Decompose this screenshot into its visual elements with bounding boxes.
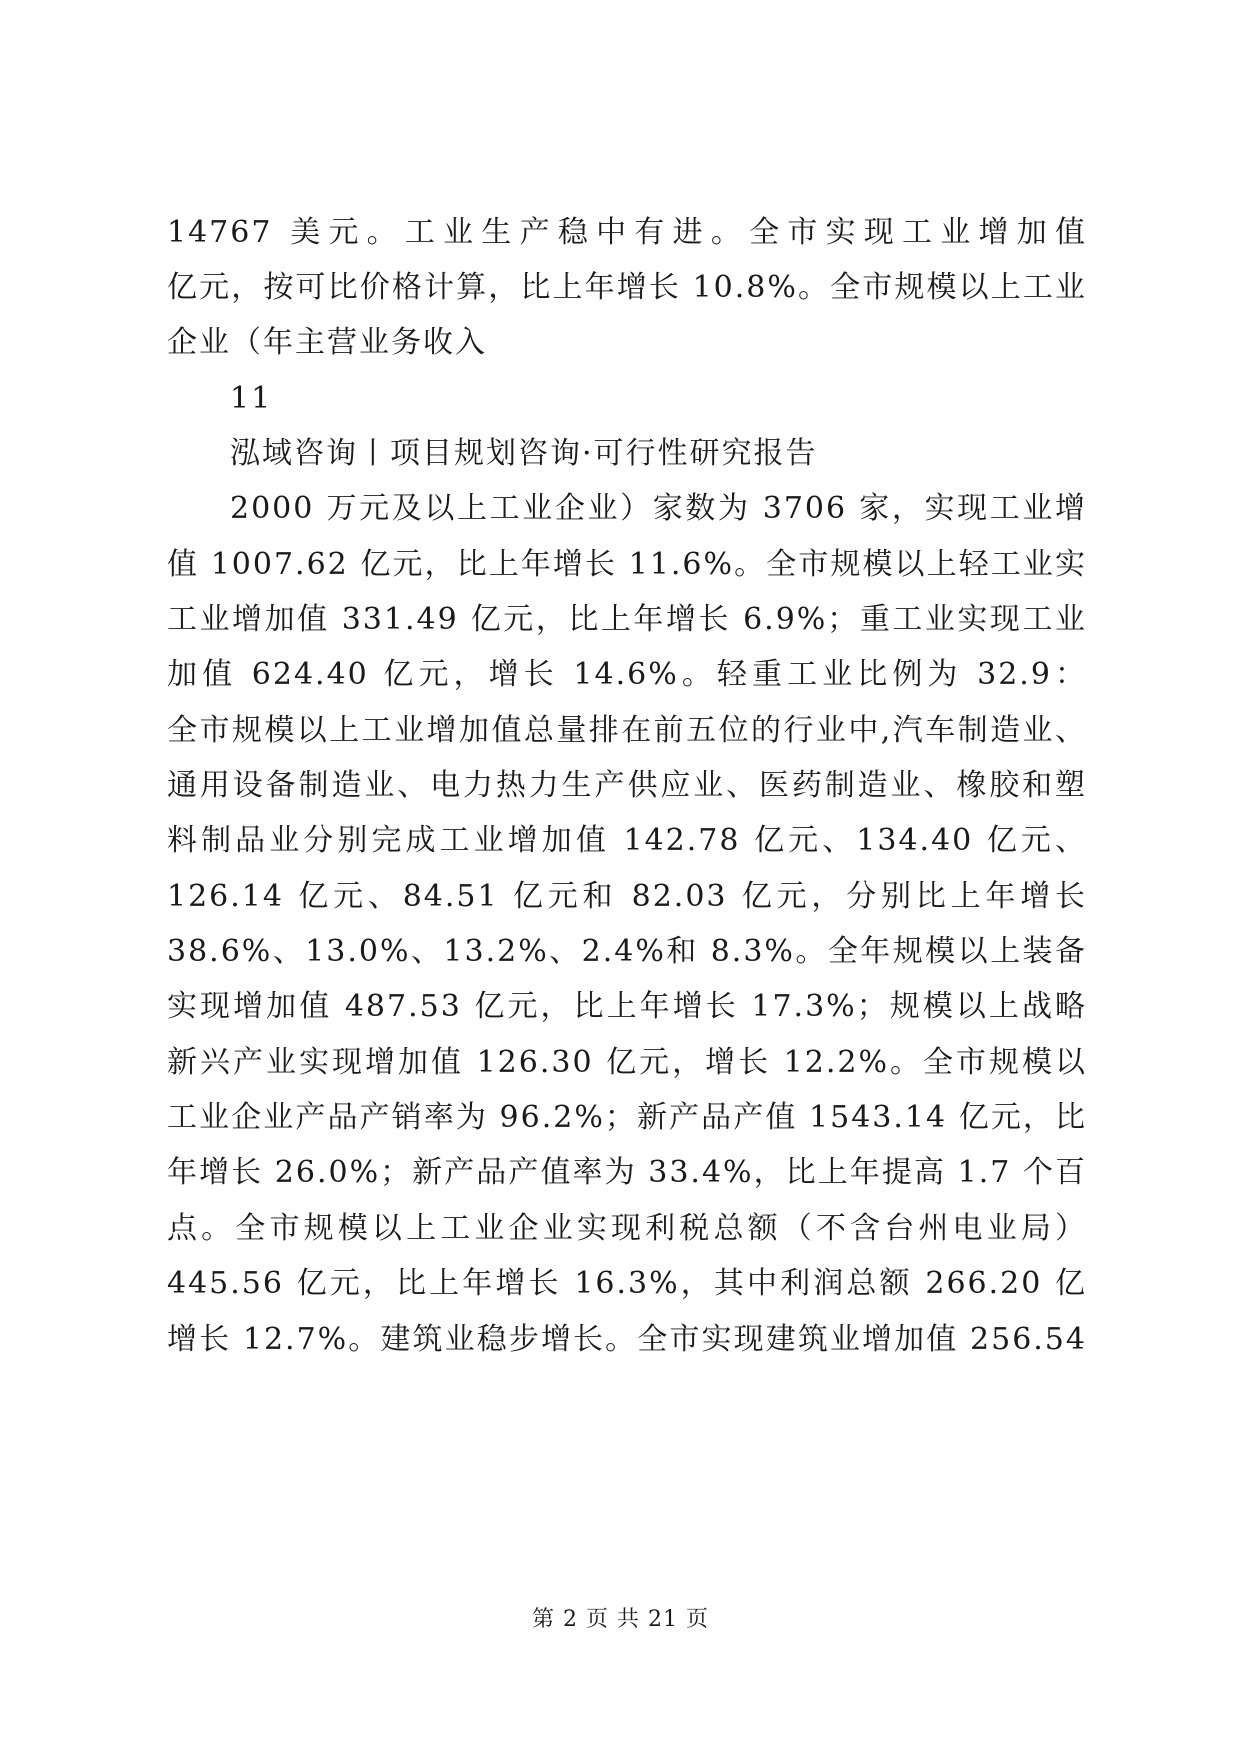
body-line: 加值 624.40 亿元，增长 14.6%。轻重工业比例为 32.9： — [167, 657, 1087, 692]
body-line: 值 1007.62 亿元，比上年增长 11.6%。全市规模以上轻工业实 — [167, 547, 1087, 582]
header-caption: 泓域咨询丨项目规划咨询·可行性研究报告 — [230, 436, 818, 471]
body-line: 38.6%、13.0%、13.2%、2.4%和 8.3%。全年规模以上装备 — [167, 934, 1087, 969]
body-line: 14767 美元。工业生产稳中有进。全市实现工业增加值 — [167, 215, 1087, 250]
body-line: 工业企业产品产销率为 96.2%；新产品产值 1543.14 亿元，比 — [167, 1100, 1087, 1135]
body-line: 445.56 亿元，比上年增长 16.3%，其中利润总额 266.20 亿 — [167, 1266, 1087, 1301]
body-line: 企业（年主营业务收入 — [167, 325, 487, 360]
body-line: 126.14 亿元、84.51 亿元和 82.03 亿元，分别比上年增长 — [167, 879, 1087, 914]
body-line: 年增长 26.0%；新产品产值率为 33.4%，比上年提高 1.7 个百 — [167, 1155, 1087, 1190]
body-line: 工业增加值 331.49 亿元，比上年增长 6.9%；重工业实现工业 — [167, 602, 1087, 637]
body-line: 通用设备制造业、电力热力生产供应业、医药制造业、橡胶和塑 — [167, 768, 1087, 803]
page-marker: 11 — [230, 381, 273, 416]
body-line: 点。全市规模以上工业企业实现利税总额（不含台州电业局） — [167, 1211, 1087, 1246]
body-line: 料制品业分别完成工业增加值 142.78 亿元、134.40 亿元、 — [167, 823, 1087, 858]
body-line: 2000 万元及以上工业企业）家数为 3706 家，实现工业增 — [230, 491, 1087, 526]
body-line: 新兴产业实现增加值 126.30 亿元，增长 12.2%。全市规模以 — [167, 1045, 1087, 1080]
body-line: 增长 12.7%。建筑业稳步增长。全市实现建筑业增加值 256.54 — [167, 1322, 1087, 1357]
body-line: 全市规模以上工业增加值总量排在前五位的行业中,汽车制造业、 — [167, 713, 1087, 748]
body-line: 实现增加值 487.53 亿元，比上年增长 17.3%；规模以上战略 — [167, 989, 1087, 1024]
page-footer: 第 2 页 共 21 页 — [532, 1607, 709, 1632]
body-line: 亿元，按可比价格计算，比上年增长 10.8%。全市规模以上工业 — [167, 270, 1087, 305]
